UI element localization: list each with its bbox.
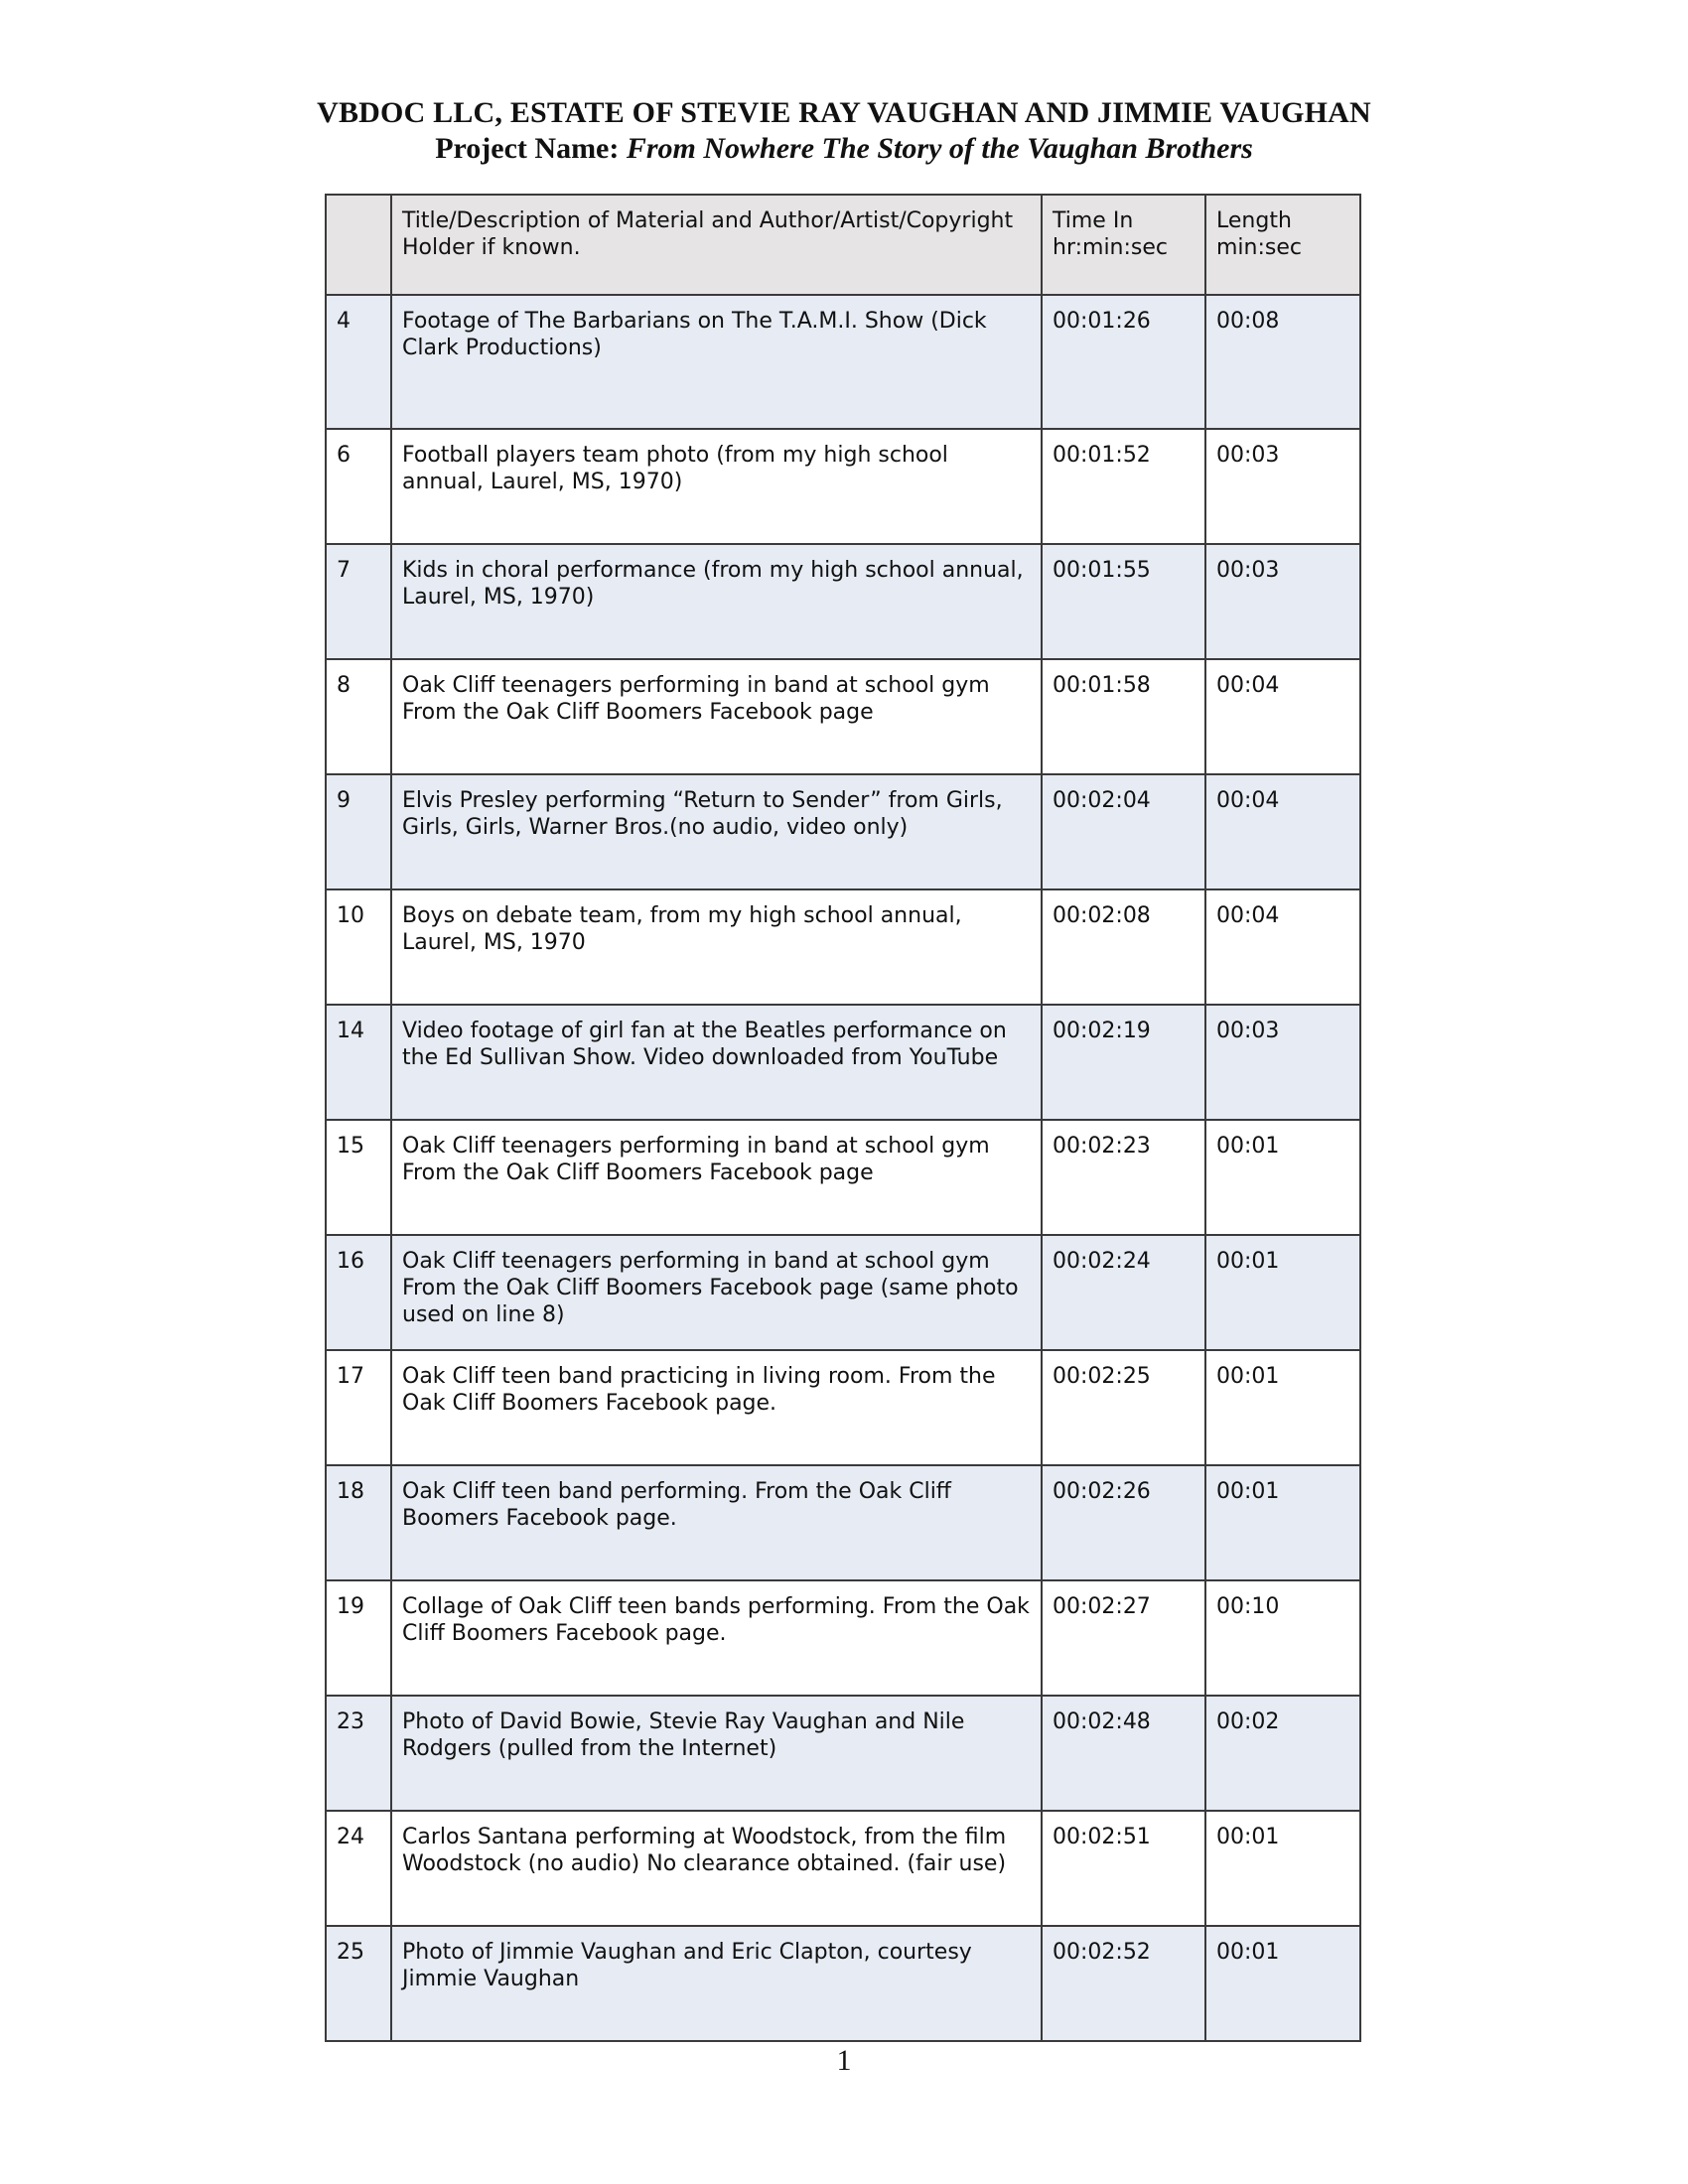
cell-description: Photo of David Bowie, Stevie Ray Vaughan and Nile Rodgers (pulled from the Internet) — [391, 1696, 1042, 1811]
cell-description: Footage of The Barbarians on The T.A.M.I. Show (Dick Clark Productions) — [391, 295, 1042, 429]
cell-length: 00:02 — [1205, 1696, 1360, 1811]
cell-number: 17 — [326, 1350, 391, 1465]
table-row — [326, 1465, 1360, 1580]
cell-number: 25 — [326, 1926, 391, 2041]
cell-time-in: 00:01:55 — [1042, 544, 1205, 659]
table-row — [326, 1005, 1360, 1120]
materials-table — [325, 194, 1361, 2042]
table-row — [326, 1696, 1360, 1811]
table-row — [326, 1235, 1360, 1350]
cell-length: 00:01 — [1205, 1120, 1360, 1235]
project-line — [0, 131, 1688, 167]
table-row — [326, 774, 1360, 889]
cell-length: 00:04 — [1205, 659, 1360, 774]
document-title: VBDOC LLC, ESTATE OF STEVIE RAY VAUGHAN AND JIMMIE VAUGHAN — [317, 96, 1371, 129]
table-row — [326, 295, 1360, 429]
column-header-length: Length min:sec — [1205, 195, 1360, 295]
cell-description: Photo of Jimmie Vaughan and Eric Clapton, courtesy Jimmie Vaughan — [391, 1926, 1042, 2041]
cell-number: 9 — [326, 774, 391, 889]
cell-time-in: 00:02:26 — [1042, 1465, 1205, 1580]
table-row — [326, 429, 1360, 544]
cell-number: 6 — [326, 429, 391, 544]
cell-time-in: 00:01:26 — [1042, 295, 1205, 429]
cell-time-in: 00:02:04 — [1042, 774, 1205, 889]
cell-description: Oak Cliff teenagers performing in band at school gym From the Oak Cliff Boomers Facebook page — [391, 1120, 1042, 1235]
cell-time-in: 00:02:23 — [1042, 1120, 1205, 1235]
cell-number: 19 — [326, 1580, 391, 1696]
cell-time-in: 00:02:27 — [1042, 1580, 1205, 1696]
cell-description: Oak Cliff teen band performing. From the Oak Cliff Boomers Facebook page. — [391, 1465, 1042, 1580]
cell-length: 00:01 — [1205, 1465, 1360, 1580]
table-row — [326, 1811, 1360, 1926]
table-row — [326, 1926, 1360, 2041]
table-row — [326, 1350, 1360, 1465]
cell-time-in: 00:02:24 — [1042, 1235, 1205, 1350]
table-row — [326, 544, 1360, 659]
cell-number: 15 — [326, 1120, 391, 1235]
column-header-number — [326, 195, 391, 295]
cell-time-in: 00:02:25 — [1042, 1350, 1205, 1465]
cell-number: 10 — [326, 889, 391, 1005]
cell-time-in: 00:01:52 — [1042, 429, 1205, 544]
cell-length: 00:01 — [1205, 1926, 1360, 2041]
document-header — [0, 95, 1688, 167]
cell-length: 00:08 — [1205, 295, 1360, 429]
column-header-time-in: Time In hr:min:sec — [1042, 195, 1205, 295]
cell-number: 18 — [326, 1465, 391, 1580]
cell-description: Boys on debate team, from my high school annual, Laurel, MS, 1970 — [391, 889, 1042, 1005]
cell-description: Kids in choral performance (from my high school annual, Laurel, MS, 1970) — [391, 544, 1042, 659]
cell-number: 8 — [326, 659, 391, 774]
project-label: Project Name: — [435, 132, 620, 165]
cell-time-in: 00:02:19 — [1042, 1005, 1205, 1120]
table-body — [326, 295, 1360, 2041]
cell-time-in: 00:01:58 — [1042, 659, 1205, 774]
project-name: From Nowhere The Story of the Vaughan Brothers — [626, 132, 1253, 165]
cell-number: 24 — [326, 1811, 391, 1926]
cell-length: 00:04 — [1205, 774, 1360, 889]
table-row — [326, 889, 1360, 1005]
cell-time-in: 00:02:51 — [1042, 1811, 1205, 1926]
cell-length: 00:03 — [1205, 429, 1360, 544]
cell-length: 00:03 — [1205, 544, 1360, 659]
cell-length: 00:03 — [1205, 1005, 1360, 1120]
cell-number: 7 — [326, 544, 391, 659]
cell-description: Elvis Presley performing “Return to Sender” from Girls, Girls, Girls, Warner Bros.(no audio, video only) — [391, 774, 1042, 889]
cell-time-in: 00:02:08 — [1042, 889, 1205, 1005]
cell-description: Carlos Santana performing at Woodstock, from the film Woodstock (no audio) No clearance obtained. (fair use) — [391, 1811, 1042, 1926]
cell-number: 23 — [326, 1696, 391, 1811]
cell-time-in: 00:02:52 — [1042, 1926, 1205, 2041]
table-row — [326, 659, 1360, 774]
cell-description: Oak Cliff teenagers performing in band at school gym From the Oak Cliff Boomers Facebook page (same photo used on line 8) — [391, 1235, 1042, 1350]
table-row — [326, 1120, 1360, 1235]
cell-length: 00:01 — [1205, 1350, 1360, 1465]
table-header-row — [326, 195, 1360, 295]
cell-length: 00:01 — [1205, 1811, 1360, 1926]
cell-description: Collage of Oak Cliff teen bands performing. From the Oak Cliff Boomers Facebook page. — [391, 1580, 1042, 1696]
cell-length: 00:10 — [1205, 1580, 1360, 1696]
cell-description: Oak Cliff teenagers performing in band at school gym From the Oak Cliff Boomers Facebook page — [391, 659, 1042, 774]
cell-number: 14 — [326, 1005, 391, 1120]
cell-number: 16 — [326, 1235, 391, 1350]
cell-description: Oak Cliff teen band practicing in living room. From the Oak Cliff Boomers Facebook page. — [391, 1350, 1042, 1465]
table-header — [326, 195, 1360, 295]
column-header-description: Title/Description of Material and Author/Artist/Copyright Holder if known. — [391, 195, 1042, 295]
page-number: 1 — [836, 2044, 852, 2077]
cell-number: 4 — [326, 295, 391, 429]
cell-length: 00:01 — [1205, 1235, 1360, 1350]
cell-time-in: 00:02:48 — [1042, 1696, 1205, 1811]
cell-length: 00:04 — [1205, 889, 1360, 1005]
table-row — [326, 1580, 1360, 1696]
cell-description: Football players team photo (from my high school annual, Laurel, MS, 1970) — [391, 429, 1042, 544]
cell-description: Video footage of girl fan at the Beatles performance on the Ed Sullivan Show. Video downloaded from YouTube — [391, 1005, 1042, 1120]
